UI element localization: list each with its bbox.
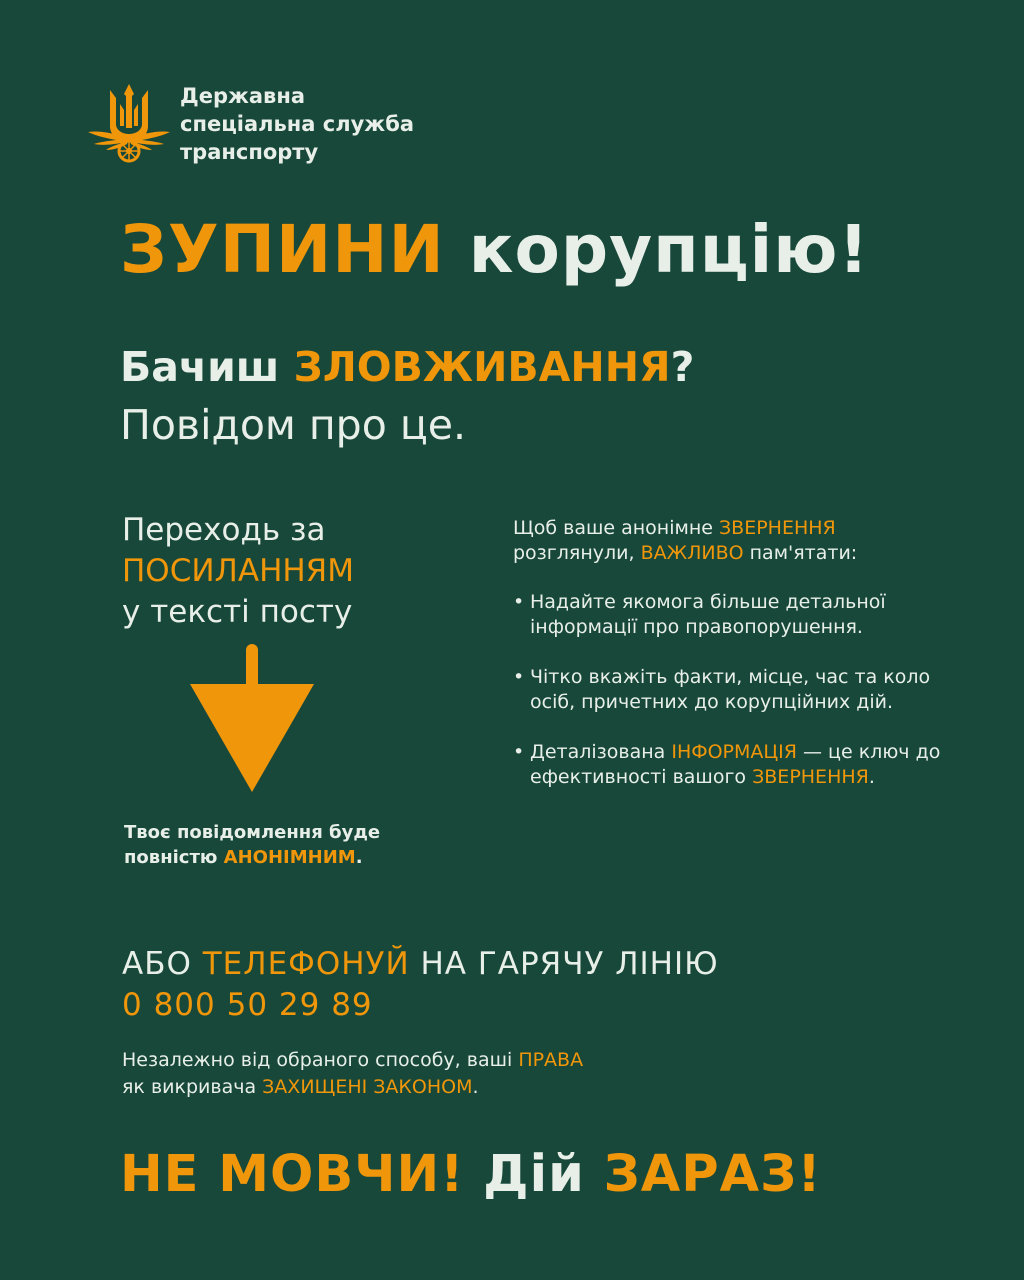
hotline-lead: АБО [122,946,203,982]
bullet-icon: • [513,741,525,763]
question-lead: Бачиш [120,343,294,391]
rights-accent-1: ПРАВА [518,1049,584,1071]
tips-intro-accent-1: ЗВЕРНЕННЯ [719,517,836,539]
hotline-accent: ТЕЛЕФОНУЙ [202,946,410,982]
tip-item [513,740,953,790]
link-line-3: у тексті посту [122,594,353,630]
tips-intro-lead: Щоб ваше анонімне [513,517,719,539]
footer-accent-2: ЗАРАЗ! [603,1145,822,1204]
rights-line-2-lead: як викривача [122,1076,263,1098]
anon-end: . [355,847,363,868]
tips-intro-mid: розглянули, [513,542,641,564]
org-name-line-2: спеціальна служба [180,112,415,136]
organization-name [180,82,414,166]
bullet-icon: • [513,666,525,688]
tip-item-3-end: . [868,766,875,788]
tip-item-1-text: Надайте якомога більше детальної інформації про правопорушення. [530,591,886,638]
anonymity-note [124,820,380,870]
org-name-line-3: транспорту [180,140,319,164]
rights-end: . [472,1076,479,1098]
tip-item-3-accent-2: ЗВЕРНЕННЯ [752,766,869,788]
hotline-rest: НА ГАРЯЧУ ЛІНІЮ [409,946,719,982]
hotline-phone-number[interactable]: 0 800 50 29 89 [122,987,373,1023]
rights-lead: Незалежно від обраного способу, ваші [122,1049,519,1071]
tips-intro-accent-2: ВАЖЛИВО [640,542,744,564]
tip-item-3-mid: — це ключ до ефективності вашого [530,741,941,788]
question-line [120,340,694,394]
footer-accent-1: НЕ МОВЧИ! [120,1145,465,1204]
link-instruction [122,510,354,633]
rights-note [122,1047,583,1101]
down-arrow-icon [188,642,316,794]
rights-accent-2: ЗАХИЩЕНІ ЗАКОНОМ [262,1076,473,1098]
headline [120,208,870,292]
headline-rest: корупцію! [468,211,870,288]
org-name-line-1: Державна [180,84,306,108]
anon-line-1: Твоє повідомлення буде [124,822,381,843]
tips-block [513,516,953,815]
tips-intro [513,516,953,566]
footer-mid: Дій [464,1145,604,1204]
link-accent: ПОСИЛАННЯМ [122,553,354,589]
tips-intro-end: пам'ятати: [743,542,858,564]
link-line-1: Переходь за [122,512,326,548]
tip-item-3-accent-1: ІНФОРМАЦІЯ [671,741,797,763]
tip-item [513,590,953,640]
question-end: ? [670,343,695,391]
footer-slogan [120,1142,822,1208]
question-accent: ЗЛОВЖИВАННЯ [293,343,671,391]
headline-accent: ЗУПИНИ [120,211,445,288]
tip-item-3-lead: Деталізована [530,741,672,763]
trident-wings-emblem-icon [86,84,172,166]
bullet-icon: • [513,591,525,613]
tip-item-2-text: Чітко вкажіть факти, місце, час та коло осіб, причетних до корупційних дій. [530,666,931,713]
report-call: Повідом про це. [120,401,466,449]
hotline-block [122,944,719,1026]
anon-line-2-lead: повністю [124,847,224,868]
tip-item [513,665,953,715]
anon-accent: АНОНІМНИМ [223,847,356,868]
